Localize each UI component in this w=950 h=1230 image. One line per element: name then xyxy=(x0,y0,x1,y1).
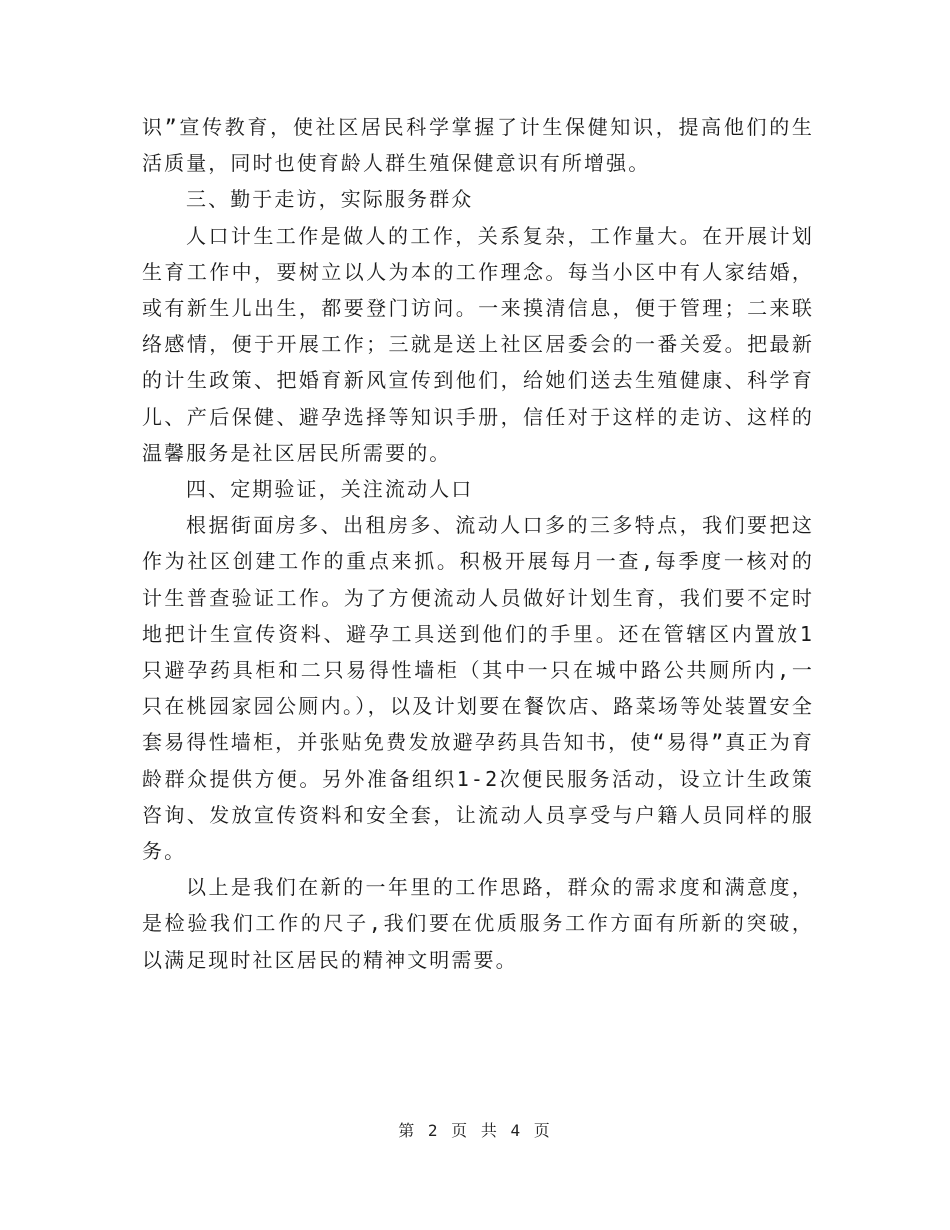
section-heading-three: 三、勤于走访，实际服务群众 xyxy=(186,187,474,212)
paragraph-visits: 人口计生工作是做人的工作，关系复杂，工作量大。在开展计划生育工作中，要树立以人为本的工作理念。每当小区中有人家结婚，或有新生儿出生，都要登门访问。一来摸清信息，便于管理；二来联络感情，便于开展工作；三就是送上社区居委会的一番关爱。把最新的计生政策、把婚育新风宣传到他们，给她们送去生殖健康、科学育儿、产后保健、避孕选择等知识手册，信任对于这样的走访、这样的温馨服务是社区居民所需要的。 xyxy=(142,223,814,465)
section-heading-four: 四、定期验证，关注流动人口 xyxy=(186,477,474,502)
page-number-footer: 第 2 页 共 4 页 xyxy=(398,1121,552,1140)
paragraph-continuation: 识”宣传教育，使社区居民科学掌握了计生保健知识，提高他们的生活质量，同时也使育龄人群生殖保健意识有所增强。 xyxy=(142,115,814,176)
paragraph-floating-population: 根据街面房多、出租房多、流动人口多的三多特点，我们要把这作为社区创建工作的重点来抓。积极开展每月一查,每季度一核对的计生普查验证工作。为了方便流动人员做好计划生育，我们要不定时地把计生宣传资料、避孕工具送到他们的手里。还在管辖区内置放1只避孕药具柜和二只易得性墙柜（其中一只在城中路公共厕所内,一只在桃园家园公厕内。），以及计划要在餐饮店、路菜场等处装置安全套易得性墙柜，并张贴免费发放避孕药具告知书，使“易得”真正为育龄群众提供方便。另外准备组织1-2次便民服务活动，设立计生政策咨询、发放宣传资料和安全套，让流动人员享受与户籍人员同样的服务。 xyxy=(142,513,814,864)
paragraph-conclusion: 以上是我们在新的一年里的工作思路，群众的需求度和满意度，是检验我们工作的尺子,我们要在优质服务工作方面有所新的突破，以满足现时社区居民的精神文明需要。 xyxy=(142,875,814,972)
document-body xyxy=(142,109,814,978)
